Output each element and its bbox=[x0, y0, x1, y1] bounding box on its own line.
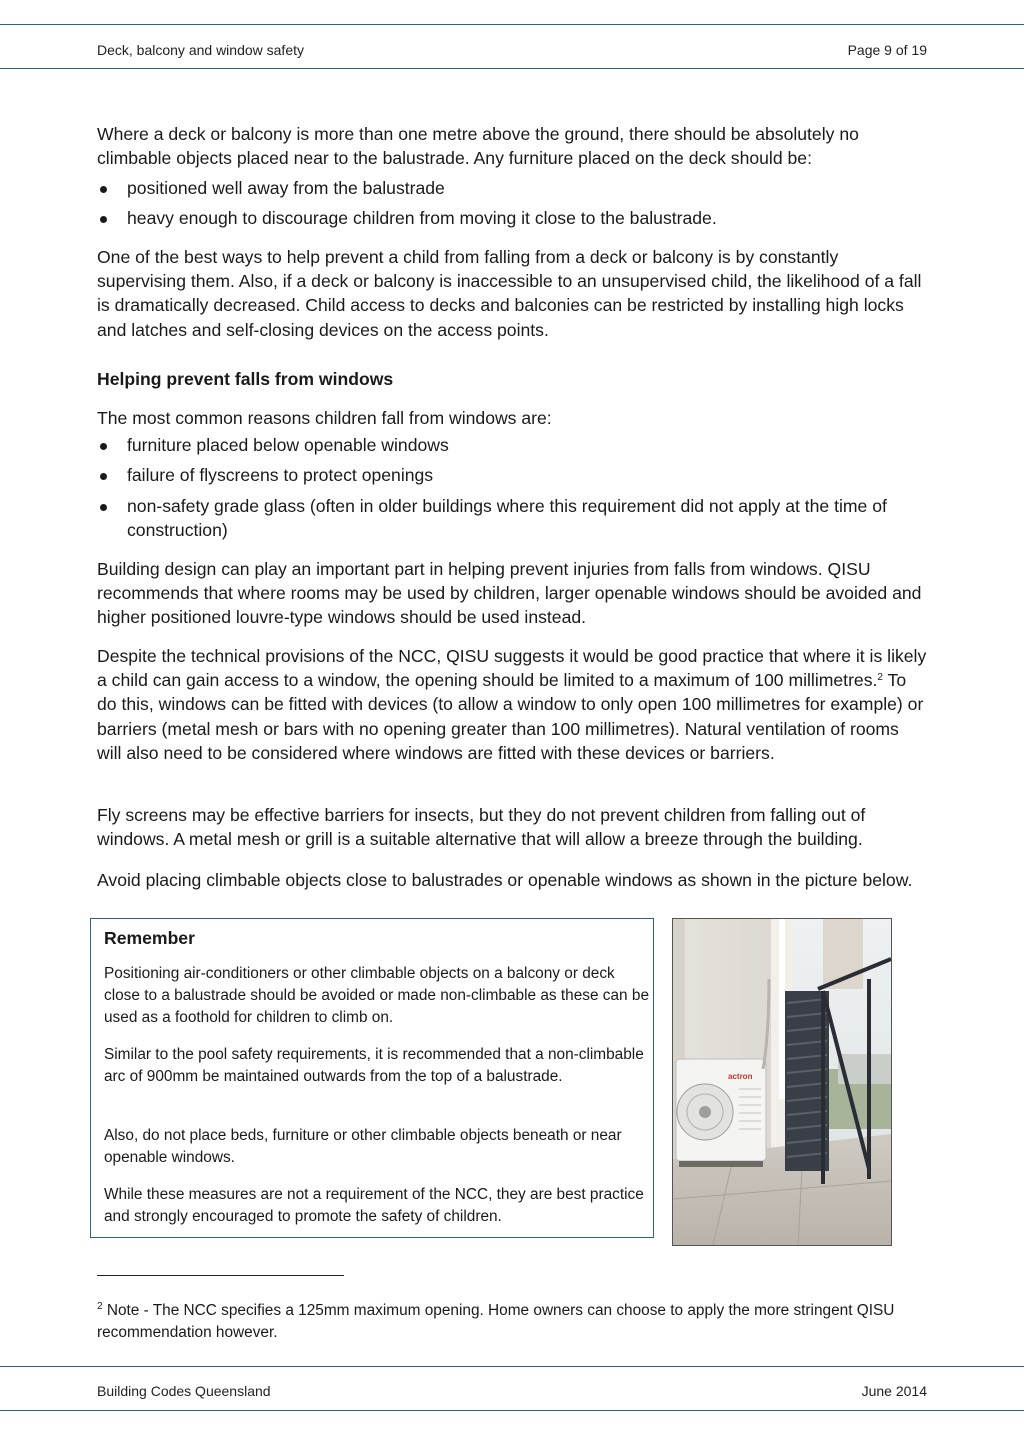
paragraph-7-text: Avoid placing climbable objects close to balustrades or openable windows as shown in the picture below. bbox=[97, 870, 913, 890]
footer-rule bbox=[0, 1366, 1024, 1367]
bullet-icon bbox=[100, 504, 107, 511]
paragraph-3 bbox=[97, 406, 927, 430]
remember-paragraph: Also, do not place beds, furniture or other climbable objects beneath or near openable windows. bbox=[104, 1127, 622, 1166]
paragraph-5-text-cont: To do this, windows can be fitted with devices (to allow a window to only open 100 millimetres for example) or barriers (metal mesh or bars with no opening greater than 100 millimetres). Natural ventilation of rooms will also need to be considered where windows are fitted with these devices or barriers. bbox=[97, 670, 924, 763]
bullet-icon bbox=[100, 443, 107, 450]
footnote-ref: 2 bbox=[877, 672, 883, 684]
header-rule bbox=[0, 24, 1024, 25]
remember-box bbox=[90, 918, 654, 1238]
footnote bbox=[97, 1300, 927, 1344]
footnote-text: Note - The NCC specifies a 125mm maximum opening. Home owners can choose to apply the more stringent QISU recommendation however. bbox=[97, 1302, 895, 1341]
remember-paragraph: Similar to the pool safety requirements, it is recommended that a non-climbable arc of 900mm be maintained outwards from the top of a balustrade. bbox=[104, 1046, 644, 1085]
paragraph-7 bbox=[97, 868, 927, 892]
remember-paragraph: Positioning air-conditioners or other climbable objects on a balcony or deck close to a balustrade should be avoided or made non-climbable as these can be used as a foothold for children to climb on. bbox=[104, 965, 650, 1026]
footnote-rule bbox=[97, 1275, 344, 1276]
paragraph-1-text: Where a deck or balcony is more than one metre above the ground, there should be absolutely no climbable objects placed near to the balustrade. Any furniture placed on the deck should be: bbox=[97, 124, 859, 169]
header-title: Deck, balcony and window safety bbox=[97, 42, 304, 58]
paragraph-3-text: The most common reasons children fall from windows are: bbox=[97, 408, 552, 428]
paragraph-2 bbox=[97, 245, 927, 342]
list-item-text: heavy enough to discourage children from moving it close to the balustrade. bbox=[127, 208, 717, 228]
page-number: Page 9 of 19 bbox=[847, 42, 927, 58]
list-item-text: positioned well away from the balustrade bbox=[127, 178, 445, 198]
paragraph-2-text: One of the best ways to help prevent a child from falling from a deck or balcony is by constantly supervising them. Also, if a deck or balcony is inaccessible to an unsupervised child, the likelihood of a fall is dramatically decreased. Child access to decks and balconies can be restricted by installing high locks and latches and self-closing devices on the access points. bbox=[97, 247, 922, 340]
paragraph-4 bbox=[97, 557, 927, 630]
paragraph-1 bbox=[97, 122, 927, 170]
bullet-icon bbox=[100, 473, 107, 480]
paragraph-5 bbox=[97, 644, 927, 765]
header-bottom-rule bbox=[0, 68, 1024, 69]
footer-date: June 2014 bbox=[861, 1383, 927, 1399]
remember-title: Remember bbox=[104, 928, 195, 948]
list-item-text: furniture placed below openable windows bbox=[127, 435, 449, 455]
bullet-icon bbox=[100, 186, 107, 193]
paragraph-6-text: Fly screens may be effective barriers for insects, but they do not prevent children from falling out of windows. A metal mesh or grill is a suitable alternative that will allow a breeze through the building. bbox=[97, 805, 866, 850]
footer-organisation: Building Codes Queensland bbox=[97, 1383, 271, 1399]
footnote-mark: 2 bbox=[97, 1301, 103, 1312]
bullet-icon bbox=[100, 216, 107, 223]
list-item-text: failure of flyscreens to protect openings bbox=[127, 465, 434, 485]
section-heading: Helping prevent falls from windows bbox=[97, 369, 394, 389]
paragraph-6 bbox=[97, 803, 927, 851]
footer-bottom-rule bbox=[0, 1410, 1024, 1411]
remember-paragraph: While these measures are not a requirement of the NCC, they are best practice and strongly encouraged to promote the safety of children. bbox=[104, 1186, 644, 1225]
balcony-photo bbox=[672, 918, 892, 1246]
list-item-text: non-safety grade glass (often in older buildings where this requirement did not apply at the time of construction) bbox=[127, 496, 887, 541]
ac-brand-label: actron bbox=[728, 1072, 753, 1081]
balcony-photo-image bbox=[673, 919, 891, 1245]
paragraph-5-text: Despite the technical provisions of the NCC, QISU suggests it would be good practice that where it is likely a child can gain access to a window, the opening should be limited to a maximum of 100 millimetres. bbox=[97, 646, 927, 691]
paragraph-4-text: Building design can play an important part in helping prevent injuries from falls from windows. QISU recommends that where rooms may be used by children, larger openable windows should be avoided and higher positioned louvre-type windows should be used instead. bbox=[97, 559, 922, 628]
